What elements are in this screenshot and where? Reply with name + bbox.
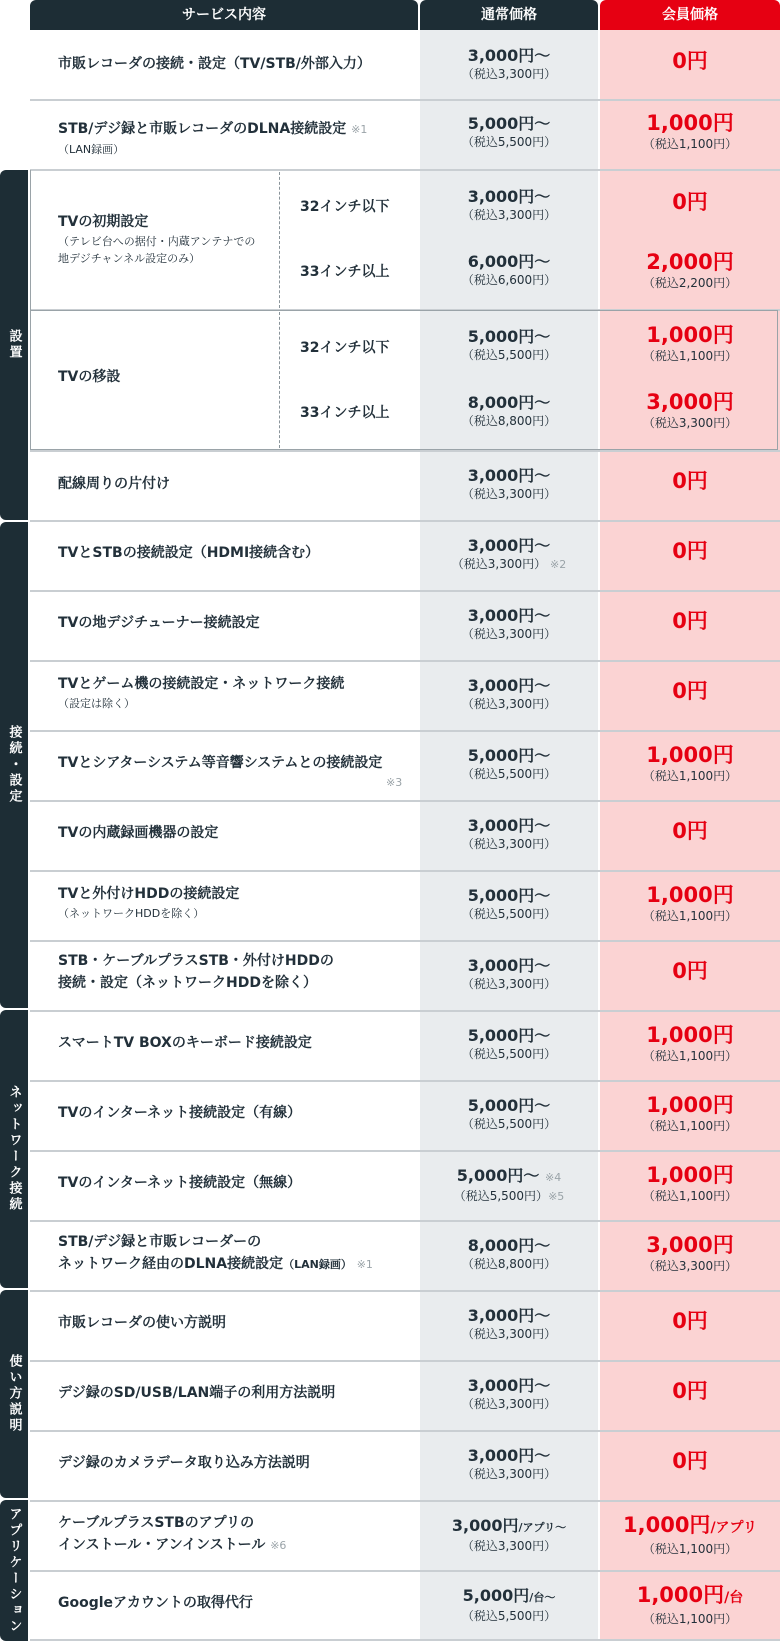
member-price: 1,000円 （税込1,100円） <box>642 743 738 783</box>
member-price: 0円 <box>672 609 708 633</box>
regular-price: 3,000円〜 （税込3,300円） <box>461 1306 557 1341</box>
member-price: 0円 <box>672 469 708 493</box>
member-price: 0円 <box>672 190 708 214</box>
regular-price: 3,000円〜 （税込3,300円） ※2 <box>451 536 567 571</box>
regular-price: 8,000円〜 （税込8,800円） <box>461 393 557 428</box>
category-application: アプリケーション <box>0 1500 28 1641</box>
member-price: 1,000円 （税込1,100円） <box>642 1023 738 1063</box>
service-name: ケーブルプラスSTBのアプリの インストール・アンインストール ※6 <box>58 1515 287 1553</box>
member-price: 1,000円 （税込1,100円） <box>642 111 738 151</box>
header-service: サービス内容 <box>30 0 418 30</box>
header-regular-price: 通常価格 <box>420 0 598 30</box>
service-name: TVのインターネット接続設定（無線） <box>58 1175 302 1191</box>
regular-price: 3,000円〜 （税込3,300円） <box>461 816 557 851</box>
regular-price: 5,000円〜 （税込5,500円） <box>461 327 557 362</box>
member-price: 0円 <box>672 49 708 73</box>
service-name: デジ録のSD/USB/LAN端子の利用方法説明 <box>58 1385 336 1401</box>
size-label: 32インチ以下 <box>300 199 390 215</box>
service-name: 配線周りの片付け <box>58 476 170 492</box>
size-label: 33インチ以上 <box>300 405 390 421</box>
regular-price: 3,000円/アプリ〜 （税込3,300円） <box>451 1516 567 1553</box>
size-label: 32インチ以下 <box>300 340 390 356</box>
category-howto: 使い方説明 <box>0 1290 28 1498</box>
member-price: 0円 <box>672 679 708 703</box>
member-price: 0円 <box>672 1449 708 1473</box>
service-name: TVとゲーム機の接続設定・ネットワーク接続 （設定は除く） <box>58 676 345 710</box>
service-name: STB/デジ録と市販レコーダーの ネットワーク経由のDLNA接続設定（LAN録画） ※1 <box>58 1234 373 1272</box>
category-setup: 設置 <box>0 170 28 520</box>
service-name: 市販レコーダの使い方説明 <box>58 1315 226 1331</box>
service-name: TVの内蔵録画機器の設定 <box>58 825 219 841</box>
regular-price: 5,000円〜 （税込5,500円） <box>461 1096 557 1131</box>
service-name: TVの地デジチューナー接続設定 <box>58 615 260 631</box>
footnote-mark: ※3 <box>386 776 403 789</box>
member-price: 1,000円 （税込1,100円） <box>642 883 738 923</box>
service-name: TVの移設 <box>58 369 121 385</box>
regular-price: 8,000円〜 （税込8,800円） <box>461 1236 557 1271</box>
category-network: ネットワーク接続 <box>0 1010 28 1288</box>
service-name: TVとSTBの接続設定（HDMI接続含む） <box>58 545 320 561</box>
regular-price: 3,000円〜 （税込3,300円） <box>461 956 557 991</box>
regular-price: 5,000円〜 （税込5,500円） <box>461 1026 557 1061</box>
regular-price: 3,000円〜 （税込3,300円） <box>461 676 557 711</box>
category-connection: 接続・設定 <box>0 522 28 1008</box>
service-name: デジ録のカメラデータ取り込み方法説明 <box>58 1455 310 1471</box>
size-label: 33インチ以上 <box>300 264 390 280</box>
member-price: 0円 <box>672 1379 708 1403</box>
member-price: 1,000円 （税込1,100円） <box>642 1163 738 1203</box>
service-name: STB/デジ録と市販レコーダのDLNA接続設定 ※1 （LAN録画） <box>58 121 368 156</box>
member-price: 3,000円 （税込3,300円） <box>642 1233 738 1273</box>
regular-price: 3,000円〜 （税込3,300円） <box>461 46 557 81</box>
regular-price: 3,000円〜 （税込3,300円） <box>461 187 557 222</box>
regular-price: 5,000円〜 （税込5,500円） <box>461 746 557 781</box>
regular-price: 5,000円〜 ※4 （税込5,500円）※5 <box>453 1166 565 1203</box>
service-name: TVのインターネット接続設定（有線） <box>58 1105 302 1121</box>
member-price: 2,000円 （税込2,200円） <box>642 250 738 290</box>
member-price: 0円 <box>672 1309 708 1333</box>
regular-price: 6,000円〜 （税込6,600円） <box>461 252 557 287</box>
service-name: スマートTV BOXのキーボード接続設定 <box>58 1035 312 1051</box>
regular-price: 5,000円〜 （税込5,500円） <box>461 886 557 921</box>
member-price: 1,000円/台 （税込1,100円） <box>636 1583 744 1626</box>
member-price: 3,000円 （税込3,300円） <box>642 390 738 430</box>
service-name: TVとシアターシステム等音響システムとの接続設定 <box>58 755 383 771</box>
service-name: TVと外付けHDDの接続設定 （ネットワークHDDを除く） <box>58 886 240 920</box>
regular-price: 5,000円/台〜 （税込5,500円） <box>461 1586 557 1623</box>
service-name: TVの初期設定 （テレビ台への据付・内蔵アンテナでの 地デジチャンネル設定のみ） <box>58 214 256 265</box>
header-member-price: 会員価格 <box>600 0 780 30</box>
service-name: STB・ケーブルプラスSTB・外付けHDDの 接続・設定（ネットワークHDDを除く） <box>58 953 334 991</box>
regular-price: 3,000円〜 （税込3,300円） <box>461 1376 557 1411</box>
member-price: 0円 <box>672 819 708 843</box>
service-name: Googleアカウントの取得代行 <box>58 1595 253 1611</box>
regular-price: 3,000円〜 （税込3,300円） <box>461 1446 557 1481</box>
regular-price: 3,000円〜 （税込3,300円） <box>461 606 557 641</box>
regular-price: 5,000円〜 （税込5,500円） <box>461 114 557 149</box>
regular-price: 3,000円〜 （税込3,300円） <box>461 466 557 501</box>
member-price: 1,000円 （税込1,100円） <box>642 323 738 363</box>
member-price: 1,000円 （税込1,100円） <box>642 1093 738 1133</box>
member-price: 0円 <box>672 539 708 563</box>
service-name: 市販レコーダの接続・設定（TV/STB/外部入力） <box>58 56 371 72</box>
member-price: 1,000円/アプリ （税込1,100円） <box>623 1513 757 1556</box>
member-price: 0円 <box>672 959 708 983</box>
